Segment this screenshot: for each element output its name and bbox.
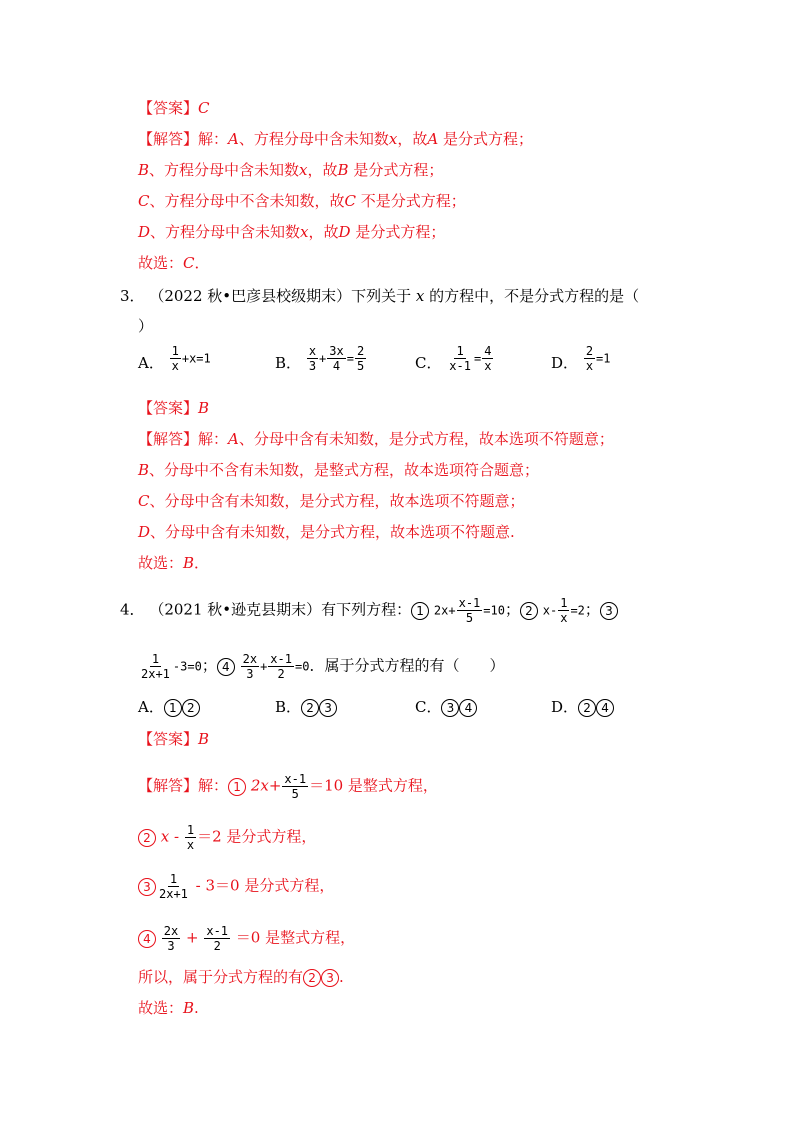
fraction xyxy=(282,772,308,801)
answer-value: C xyxy=(198,99,210,117)
option-letter: C xyxy=(344,192,356,210)
separator: ； xyxy=(201,656,217,675)
denominator: 2 xyxy=(213,939,221,953)
solution-text: 不是分式方程； xyxy=(355,192,466,210)
option-letter: A xyxy=(427,130,439,148)
fraction xyxy=(170,344,181,373)
expression: 2x+ xyxy=(433,603,456,618)
q4-stem xyxy=(120,596,618,625)
variable: x xyxy=(299,161,308,179)
option-letter: D xyxy=(138,523,151,541)
solution-text: ，故 xyxy=(397,130,428,148)
circled-number: 4 xyxy=(217,658,235,676)
variable: x xyxy=(300,223,309,241)
numerator: 1 xyxy=(186,823,195,837)
answer-label: 【答案】 xyxy=(138,730,199,748)
denominator: 3 xyxy=(246,667,254,681)
circled-number: 2 xyxy=(578,699,596,717)
solution-label: 【解答】 xyxy=(138,430,199,448)
q2-solution-line-a xyxy=(138,129,533,149)
solution-text: 、方程分母中含未知数 xyxy=(238,130,389,148)
fraction xyxy=(558,596,569,625)
solution-text: 、分母中含有未知数，是分式方程，故本选项不符题意； xyxy=(238,430,614,448)
question-source: （2022 秋•巴彦县校级期末）下列关于 xyxy=(149,287,412,305)
option-label: A． xyxy=(138,698,164,716)
numerator: x-1 xyxy=(206,924,229,938)
denominator: 5 xyxy=(291,787,299,801)
fraction xyxy=(157,872,190,901)
q3-solution-line-a xyxy=(138,429,614,449)
numerator: 1 xyxy=(171,344,179,358)
denominator: x-1 xyxy=(449,359,471,373)
question-number: 4． xyxy=(120,600,145,619)
circled-number: 2 xyxy=(182,699,200,717)
solution-text: 、分母中不含有未知数，是整式方程，故本选项符合题意； xyxy=(149,461,540,479)
q2-solution-line-b xyxy=(138,160,443,180)
question-text: 的方程中，不是分式方程的是（ xyxy=(429,287,640,305)
answer-label: 【答案】 xyxy=(138,99,199,117)
circled-number: 1 xyxy=(164,699,182,717)
numerator: 4 xyxy=(484,344,492,358)
option-letter: A xyxy=(228,130,239,148)
denominator: x xyxy=(171,359,179,373)
option-label: D． xyxy=(551,698,579,716)
solution-lead: 解： xyxy=(198,130,229,148)
denominator: 3 xyxy=(167,939,175,953)
solution-text: ＝2 是分式方程， xyxy=(197,827,317,846)
question-text: ．属于分式方程的有（ ） xyxy=(309,656,505,675)
option-letter: C xyxy=(138,192,150,210)
fraction xyxy=(241,652,259,681)
denominator: 2x+1 xyxy=(141,667,170,681)
fraction xyxy=(447,344,473,373)
q3-stem xyxy=(120,286,639,306)
denominator: 3 xyxy=(308,359,317,373)
circled-number: 3 xyxy=(600,602,618,620)
period: . xyxy=(194,999,199,1017)
q4-option-c xyxy=(415,696,477,717)
q3-solution-line-b xyxy=(138,460,539,480)
q2-conclusion xyxy=(138,253,210,273)
answer-value: B xyxy=(198,730,210,748)
q3-conclusion xyxy=(138,553,209,573)
fraction xyxy=(139,652,172,681)
solution-lead: 解： xyxy=(198,430,229,448)
circled-number: 1 xyxy=(411,602,429,620)
numerator: 1 xyxy=(456,344,464,358)
option-label: A． xyxy=(138,354,164,372)
numerator: 2x xyxy=(163,924,179,938)
q4-option-d xyxy=(551,696,614,717)
solution-text: ，故 xyxy=(307,161,338,179)
q3-option-a xyxy=(138,344,211,373)
q4-solution-line-1 xyxy=(138,772,438,801)
fraction xyxy=(355,344,366,373)
circled-number: 1 xyxy=(228,778,246,796)
variable: x xyxy=(388,130,398,148)
circled-number: 3 xyxy=(138,878,156,896)
numerator: 2 xyxy=(585,344,594,358)
option-label: C． xyxy=(415,698,442,716)
conclusion-label: 故选： xyxy=(138,999,184,1017)
expression: -3=0 xyxy=(172,659,202,674)
option-label: B． xyxy=(275,698,302,716)
numerator: 1 xyxy=(169,872,178,886)
denominator: 4 xyxy=(332,359,341,373)
q4-solution-line-3 xyxy=(138,872,334,901)
expression: =10 xyxy=(483,603,505,618)
numerator: 2x xyxy=(242,652,258,666)
solution-text: ＝10 是整式方程， xyxy=(309,776,438,795)
numerator: 1 xyxy=(151,652,160,666)
denominator: 2x+1 xyxy=(159,887,188,901)
denominator: x xyxy=(560,611,568,625)
operator: = xyxy=(473,351,482,366)
q3-answer-line xyxy=(138,398,209,418)
circled-number: 4 xyxy=(596,699,614,717)
circled-number: 2 xyxy=(301,699,319,717)
conclusion-value: B xyxy=(183,554,195,572)
operator: = xyxy=(346,351,354,366)
solution-label: 【解答】 xyxy=(138,776,199,795)
q4-answer-line xyxy=(138,729,209,749)
fraction xyxy=(204,924,230,953)
solution-text: - 3＝0 是分式方程， xyxy=(190,876,335,895)
question-source: （2021 秋•逊克县期末）有下列方程： xyxy=(149,600,412,619)
numerator: x-1 xyxy=(458,596,481,610)
option-label: D． xyxy=(551,354,579,372)
q3-option-b xyxy=(275,344,367,373)
q3-close-paren: ） xyxy=(138,317,154,335)
numerator: 1 xyxy=(560,596,568,610)
option-letter: D xyxy=(138,223,151,241)
circled-number: 3 xyxy=(321,969,339,987)
separator: ； xyxy=(584,600,600,619)
fraction xyxy=(307,344,318,373)
period: ． xyxy=(194,254,210,272)
fraction xyxy=(185,823,196,852)
option-letter: B xyxy=(138,161,150,179)
separator: ； xyxy=(504,600,520,619)
expression: 2x+ xyxy=(250,776,282,795)
question-number: 3． xyxy=(120,287,145,305)
operator: + xyxy=(260,659,268,674)
option-label: C． xyxy=(415,354,442,372)
fraction xyxy=(584,344,595,373)
q4-solution-line-4 xyxy=(138,924,355,953)
q3-option-c xyxy=(415,344,494,373)
circled-number: 3 xyxy=(441,699,459,717)
option-label: B． xyxy=(275,354,302,372)
solution-text: 、方程分母中含未知数 xyxy=(150,223,301,241)
circled-number: 3 xyxy=(319,699,337,717)
solution-text: ，故 xyxy=(308,223,339,241)
expression: =2 xyxy=(570,603,585,618)
circled-number: 2 xyxy=(520,602,538,620)
q3-option-d xyxy=(551,344,611,373)
solution-text: 是分式方程； xyxy=(350,223,446,241)
numerator: x-1 xyxy=(270,652,292,666)
fraction xyxy=(327,344,345,373)
conclusion-value: B xyxy=(183,999,195,1017)
answer-label: 【答案】 xyxy=(138,399,199,417)
expression: +x=1 xyxy=(181,351,211,366)
solution-text: 、方程分母中含未知数 xyxy=(149,161,300,179)
fraction xyxy=(482,344,493,373)
solution-lead: 解： xyxy=(198,776,229,795)
q4-summary xyxy=(138,967,344,987)
period: ． xyxy=(194,554,210,572)
q2-solution-line-c xyxy=(138,191,466,211)
numerator: 3x xyxy=(329,344,344,358)
solution-text: 所以，属于分式方程的有 xyxy=(138,968,304,986)
numerator: 2 xyxy=(356,344,365,358)
numerator: x xyxy=(308,344,317,358)
solution-text: 是分式方程； xyxy=(348,161,444,179)
q4-option-a xyxy=(138,696,200,717)
denominator: 2 xyxy=(277,667,285,681)
q4-stem-cont xyxy=(138,652,504,681)
option-letter: A xyxy=(228,430,239,448)
conclusion-value: C xyxy=(183,254,195,272)
denominator: x xyxy=(484,359,492,373)
denominator: x xyxy=(585,359,594,373)
denominator: 5 xyxy=(465,611,474,625)
solution-text: 、方程分母中不含未知数，故 xyxy=(149,192,345,210)
q2-answer-line xyxy=(138,98,210,118)
q4-option-b xyxy=(275,696,337,717)
solution-text: 、分母中含有未知数，是分式方程，故本选项不符题意； xyxy=(149,492,525,510)
option-letter: B xyxy=(138,461,150,479)
circled-number: 4 xyxy=(459,699,477,717)
operator: + xyxy=(319,351,327,366)
expression: =0 xyxy=(294,659,310,674)
expression: =1 xyxy=(596,351,611,366)
fraction xyxy=(457,596,483,625)
option-letter: D xyxy=(338,223,351,241)
solution-label: 【解答】 xyxy=(138,130,199,148)
period: . xyxy=(339,968,344,986)
denominator: 5 xyxy=(356,359,365,373)
expression: x- xyxy=(542,603,558,618)
solution-text: ＝0 是整式方程， xyxy=(231,928,356,947)
q3-solution-line-d xyxy=(138,522,515,542)
conclusion-label: 故选： xyxy=(138,254,184,272)
circled-number: 4 xyxy=(138,930,156,948)
solution-text: 、分母中含有未知数，是分式方程，故本选项不符题意. xyxy=(150,523,515,541)
q2-solution-line-d xyxy=(138,222,445,242)
fraction xyxy=(162,924,180,953)
option-letter: C xyxy=(138,492,150,510)
circled-number: 2 xyxy=(303,969,321,987)
conclusion-label: 故选： xyxy=(138,554,184,572)
q4-solution-line-2 xyxy=(138,823,316,852)
variable: x xyxy=(415,287,425,305)
numerator: x-1 xyxy=(284,772,307,786)
operator: + xyxy=(181,928,204,947)
circled-number: 2 xyxy=(138,829,156,847)
expression: x - xyxy=(160,827,184,846)
denominator: x xyxy=(186,838,195,852)
q4-conclusion xyxy=(138,998,199,1018)
option-letter: B xyxy=(337,161,349,179)
solution-text: 是分式方程； xyxy=(438,130,533,148)
fraction xyxy=(268,652,294,681)
answer-value: B xyxy=(198,399,210,417)
q3-solution-line-c xyxy=(138,491,525,511)
